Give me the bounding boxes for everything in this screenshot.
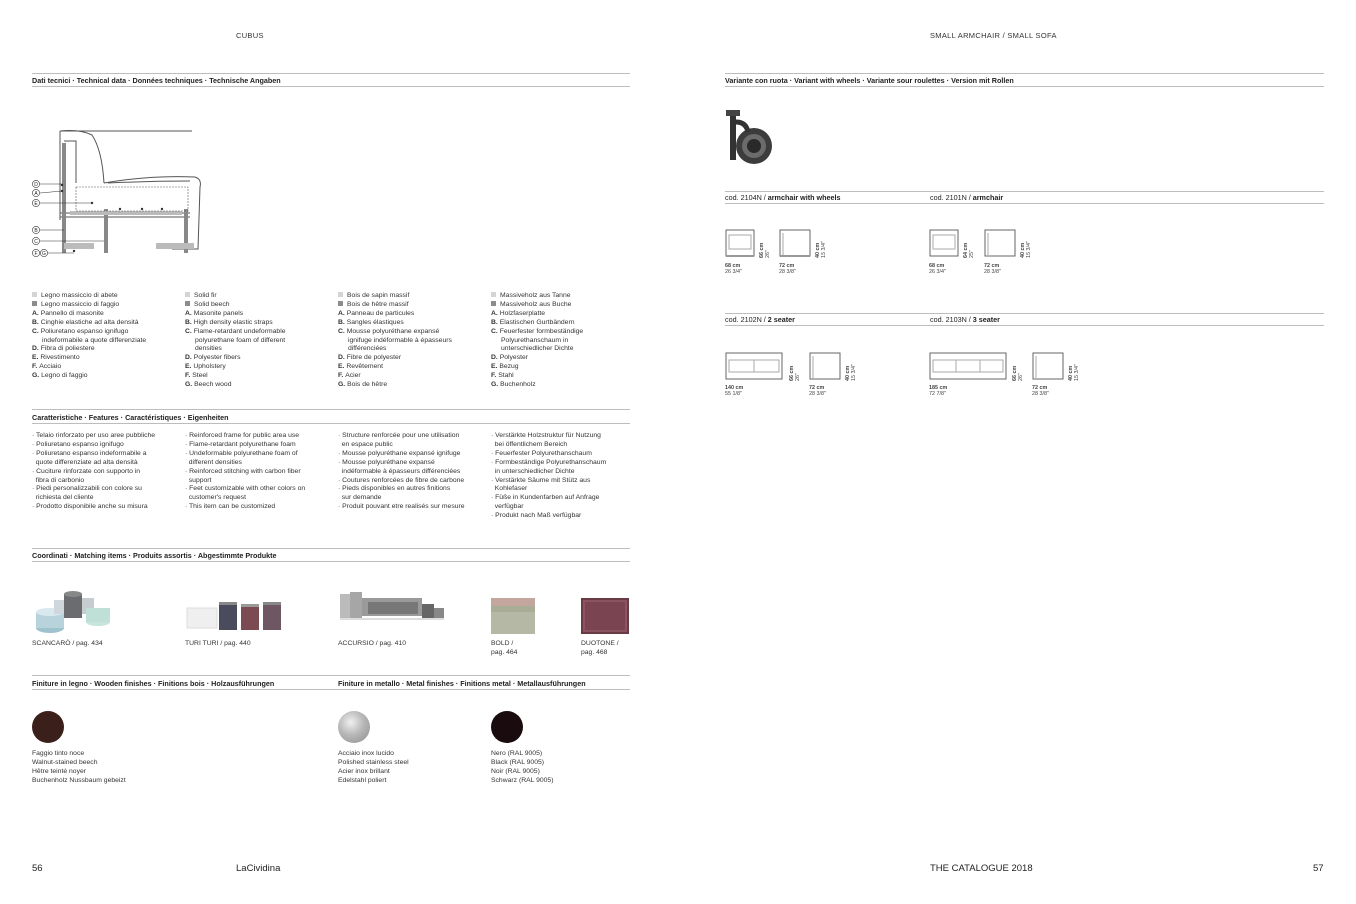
wood-finish-swatch xyxy=(32,711,64,743)
finish-line: Noir (RAL 9005) xyxy=(491,767,540,775)
product-code-2101n: cod. 2101N / armchair xyxy=(930,193,1004,202)
metal-finish-swatch-black xyxy=(491,711,523,743)
technical-legend-fr xyxy=(338,292,452,390)
technical-legend-line: D. Fibra di poliestere xyxy=(32,345,95,353)
technical-legend-line: C. Mousse polyuréthane expansé xyxy=(338,327,440,335)
product-3-width: 140 cm 55 1/8" xyxy=(725,385,744,398)
technical-legend-line: polyurethane foam of different xyxy=(195,336,286,344)
finish-line: Edelstahl poliert xyxy=(338,776,387,784)
material-swatch xyxy=(491,301,496,306)
diagram-label-f: F xyxy=(34,251,38,257)
product-3-seat-height: 40 cm xyxy=(845,365,851,381)
material-swatch xyxy=(32,301,37,306)
technical-data-title: Dati tecnici · Technical data · Données techniques · Technische Angaben xyxy=(32,76,281,85)
technical-legend-line: B. Cinghie elastiche ad alta densità xyxy=(32,318,139,326)
two-seater-side-view xyxy=(809,352,841,382)
product-code-2102n: cod. 2102N / 2 seater xyxy=(725,315,795,324)
diagram-label-g: G xyxy=(42,251,46,257)
feature-line: · Reinforced stitching with carbon fiber xyxy=(185,467,301,475)
feature-line: support xyxy=(185,476,212,484)
diagram-label-e: E xyxy=(34,201,38,207)
technical-legend-line: C. Poliuretano espanso ignifugo xyxy=(32,327,129,335)
diagram-label-b: B xyxy=(34,228,38,234)
features-de xyxy=(491,432,606,521)
product-3-height-in: 26" xyxy=(795,373,801,381)
product-3-seat-height-in: 15 3/4" xyxy=(851,364,857,381)
product-4-seat-height-in: 15 3/4" xyxy=(1074,364,1080,381)
product-4-height: 66 cm xyxy=(1012,365,1018,381)
feature-line: · Cuciture rinforzate con supporto in xyxy=(32,467,141,475)
material-swatch xyxy=(32,292,37,297)
variant-title: Variante con ruota · Variant with wheels · Variante sour roulettes · Version mit Rollen xyxy=(725,76,1014,85)
features-title: Caratteristiche · Features · Caractéristiques · Eigenheiten xyxy=(32,413,229,422)
metal-finish-black-text xyxy=(491,750,553,786)
page-number-right: 57 xyxy=(1313,863,1324,874)
technical-cross-section-diagram xyxy=(30,125,210,260)
feature-line: · Verstärkte Säume mit Stütz aus xyxy=(491,476,591,484)
feature-line: · Verstärkte Holzstruktur für Nutzung xyxy=(491,432,601,439)
technical-legend-line: ignifuge indéformable à épasseurs xyxy=(348,336,452,344)
matching-item-duotone-label: DUOTONE / xyxy=(581,640,619,647)
product-code-2103n: cod. 2103N / 3 seater xyxy=(930,315,1000,324)
material-swatch xyxy=(185,292,190,297)
brand-name: LaCividina xyxy=(236,863,281,874)
material-swatch xyxy=(338,301,343,306)
product-code-2104n: cod. 2104N / armchair with wheels xyxy=(725,193,841,202)
matching-item-duotone-page: pag. 468 xyxy=(581,649,608,656)
product-4-height-in: 26" xyxy=(1018,373,1024,381)
armchair-side-view xyxy=(984,229,1016,259)
feature-line: · Poliuretano espanso ignifugo xyxy=(32,440,124,448)
technical-legend-line: A. Pannello di masonite xyxy=(32,309,104,317)
product-3-height: 66 cm xyxy=(789,365,795,381)
material-swatch xyxy=(185,301,190,306)
technical-legend-line: densities xyxy=(195,345,222,353)
technical-legend-line: A. Masonite panels xyxy=(185,309,244,317)
diagram-label-c: C xyxy=(34,239,38,245)
feature-line: · Telaio rinforzato per uso aree pubbliche xyxy=(32,432,156,439)
technical-legend-line: Solid beech xyxy=(185,301,286,310)
technical-legend-line: B. Elastischen Gurtbändern xyxy=(491,318,575,326)
feature-line: · Reinforced frame for public area use xyxy=(185,432,300,439)
technical-legend-line: F. Steel xyxy=(185,372,208,380)
technical-legend-line: Bois de hêtre massif xyxy=(338,301,452,310)
feature-line: · Produit pouvant etre realisés sur mesure xyxy=(338,503,465,511)
feature-line: · Feet customizable with other colors on xyxy=(185,485,306,493)
technical-legend-it xyxy=(32,292,146,381)
technical-legend-line: D. Fibre de polyester xyxy=(338,354,402,362)
technical-legend-line: E. Rivestimento xyxy=(32,354,80,362)
technical-legend-line: indeformabile a quote differenziate xyxy=(42,336,147,344)
finish-line: Polished stainless steel xyxy=(338,758,409,766)
feature-line: · Mousse polyuréthane expansé ignifuge xyxy=(338,449,461,457)
product-1-seat-height: 40 cm xyxy=(815,242,821,258)
feature-line: · Feuerfester Polyurethanschaum xyxy=(491,449,592,457)
feature-line: different densities xyxy=(185,458,242,466)
armchair-front-view xyxy=(929,229,959,259)
feature-line: · Undeformable polyurethane foam of xyxy=(185,449,298,457)
feature-line: · This item can be customized xyxy=(185,503,276,511)
feature-line: richiesta del cliente xyxy=(32,494,94,502)
technical-legend-de xyxy=(491,292,583,390)
feature-line: Kohlefaser xyxy=(491,485,528,493)
diagram-label-d: D xyxy=(34,182,38,188)
catalogue-title: THE CATALOGUE 2018 xyxy=(930,863,1033,874)
finish-line: Nero (RAL 9005) xyxy=(491,750,543,757)
feature-line: · Poliuretano espanso indeformabile a xyxy=(32,449,147,457)
duotone-rug-thumbnail xyxy=(581,598,629,634)
feature-line: · Piedi personalizzabili con colore su xyxy=(32,485,142,493)
feature-line: en espace public xyxy=(338,440,393,448)
feature-line: · Mousse polyuréthane expansé xyxy=(338,458,435,466)
product-1-width: 68 cm 26 3/4" xyxy=(725,263,742,276)
technical-legend-line: C. Feuerfester formbeständige xyxy=(491,327,584,335)
three-seater-side-view xyxy=(1032,352,1064,382)
product-1-depth: 72 cm 28 3/8" xyxy=(779,263,796,276)
product-2-width: 68 cm 26 3/4" xyxy=(929,263,946,276)
technical-legend-line: F. Acier xyxy=(338,372,361,380)
accursio-thumbnail xyxy=(338,590,448,630)
matching-item-accursio: ACCURSIO / pag. 410 xyxy=(338,640,406,647)
technical-legend-line: G. Bois de hêtre xyxy=(338,381,388,389)
finish-line: Hêtre teinté noyer xyxy=(32,767,87,775)
matching-item-bold-page: pag. 464 xyxy=(491,649,518,656)
technical-legend-line: Massiveholz aus Tanne xyxy=(491,292,583,301)
technical-legend-line: F. Acciaio xyxy=(32,363,62,371)
technical-legend-line: Legno massiccio di faggio xyxy=(32,301,146,310)
technical-legend-line: B. Sangles élastiques xyxy=(338,318,404,326)
product-2-height: 64 cm xyxy=(963,242,969,258)
product-3-depth: 72 cm 28 3/8" xyxy=(809,385,826,398)
feature-line: quote differenziate ad alta densità xyxy=(32,458,138,466)
finish-line: Black (RAL 9005) xyxy=(491,758,545,766)
feature-line: · Structure renforcée pour une utilisation xyxy=(338,432,460,439)
wood-finish-text xyxy=(32,750,126,786)
technical-legend-line: E. Bezug xyxy=(491,363,519,371)
diagram-label-a: A xyxy=(34,191,38,197)
feature-line: in unterschiedlicher Dichte xyxy=(491,467,575,475)
feature-line: bei öffentlichem Bereich xyxy=(491,440,568,448)
feature-line: sur demande xyxy=(338,494,382,502)
matching-item-turi-turi: TURI TURI / pag. 440 xyxy=(185,640,251,647)
feature-line: customer's request xyxy=(185,494,246,502)
two-seater-front-view xyxy=(725,352,783,382)
features-en xyxy=(185,432,305,512)
bold-rug-thumbnail xyxy=(491,598,535,634)
feature-line: · Pieds disponibles en autres finitions xyxy=(338,485,451,493)
feature-line: · Flame-retardant polyurethane foam xyxy=(185,440,296,448)
product-4-width: 185 cm 72 7/8" xyxy=(929,385,948,398)
technical-legend-line: G. Buchenholz xyxy=(491,381,536,389)
technical-legend-line: Bois de sapin massif xyxy=(338,292,452,301)
matching-items-title: Coordinati · Matching items · Produits assortis · Abgestimmte Produkte xyxy=(32,551,277,560)
technical-legend-line: F. Stahl xyxy=(491,372,514,380)
feature-line: · Formbeständige Polyurethanschaum xyxy=(491,458,607,466)
technical-legend-line: A. Holzfaserplatte xyxy=(491,309,546,317)
product-1-height: 66 cm xyxy=(759,242,765,258)
feature-line: · Coutures renforcées de fibre de carbone xyxy=(338,476,465,484)
technical-legend-line: G. Beech wood xyxy=(185,381,232,389)
scancaro-thumbnail xyxy=(32,588,114,636)
technical-legend-line: E. Upholstery xyxy=(185,363,226,371)
technical-legend-line: D. Polyester fibers xyxy=(185,354,241,362)
product-4-depth: 72 cm 28 3/8" xyxy=(1032,385,1049,398)
header-right: SMALL ARMCHAIR / SMALL SOFA xyxy=(930,31,1057,40)
armchair-wheels-side-view xyxy=(779,229,811,259)
finish-line: Acciaio inox lucido xyxy=(338,750,394,757)
feature-line: fibra di carbonio xyxy=(32,476,85,484)
wheel-variant-icon xyxy=(724,108,776,170)
feature-line: indéformable à épasseurs différenciées xyxy=(338,467,461,475)
product-2-height-in: 25" xyxy=(969,250,975,258)
product-2-seat-height-in: 15 3/4" xyxy=(1026,241,1032,258)
matching-item-scancaro: SCANCARÒ / pag. 434 xyxy=(32,640,103,647)
product-1-height-in: 26" xyxy=(765,250,771,258)
finish-line: Faggio tinto noce xyxy=(32,750,85,757)
metal-finish-steel-text xyxy=(338,750,409,786)
product-1-seat-height-in: 15 3/4" xyxy=(821,241,827,258)
finish-line: Schwarz (RAL 9005) xyxy=(491,776,554,784)
technical-legend-line: Solid fir xyxy=(185,292,286,301)
technical-legend-line: différenciées xyxy=(348,345,387,353)
page-number-left: 56 xyxy=(32,863,43,874)
product-2-depth: 72 cm 28 3/8" xyxy=(984,263,1001,276)
technical-legend-en xyxy=(185,292,286,390)
features-it xyxy=(32,432,155,512)
product-4-seat-height: 40 cm xyxy=(1068,365,1074,381)
finish-line: Buchenholz Nussbaum gebeizt xyxy=(32,776,126,784)
technical-legend-line: G. Legno di faggio xyxy=(32,372,88,380)
metal-finish-swatch-steel xyxy=(338,711,370,743)
technical-legend-line: Massiveholz aus Buche xyxy=(491,301,583,310)
technical-legend-line: D. Polyester xyxy=(491,354,529,362)
feature-line: · Prodotto disponibile anche su misura xyxy=(32,503,148,511)
header-left: CUBUS xyxy=(236,31,264,40)
technical-legend-line: B. High density elastic straps xyxy=(185,318,273,326)
material-swatch xyxy=(491,292,496,297)
technical-legend-line: unterschiedlicher Dichte xyxy=(501,345,574,353)
technical-legend-line: C. Flame-retardant undeformable xyxy=(185,327,286,335)
feature-line: · Füße in Kundenfarben auf Anfrage xyxy=(491,494,600,502)
technical-legend-line: A. Panneau de particules xyxy=(338,309,415,317)
metal-finishes-title: Finiture in metallo · Metal finishes · Finitions metal · Metallausführungen xyxy=(338,679,586,688)
technical-legend-line: Legno massiccio di abete xyxy=(32,292,146,301)
feature-line: verfügbar xyxy=(491,503,524,511)
feature-line: · Produkt nach Maß verfügbar xyxy=(491,512,582,520)
armchair-wheels-front-view xyxy=(725,229,755,259)
finish-line: Walnut-stained beech xyxy=(32,758,98,766)
material-swatch xyxy=(338,292,343,297)
technical-legend-line: E. Revêtement xyxy=(338,363,383,371)
features-fr xyxy=(338,432,465,512)
three-seater-front-view xyxy=(929,352,1007,382)
wood-finishes-title: Finiture in legno · Wooden finishes · Finitions bois · Holzausführungen xyxy=(32,679,275,688)
technical-legend-line: Polyurethanschaum in xyxy=(501,336,569,344)
product-2-seat-height: 40 cm xyxy=(1020,242,1026,258)
turi-turi-thumbnail xyxy=(185,600,295,636)
matching-item-bold-label: BOLD / xyxy=(491,640,514,647)
finish-line: Acier inox brillant xyxy=(338,767,390,775)
